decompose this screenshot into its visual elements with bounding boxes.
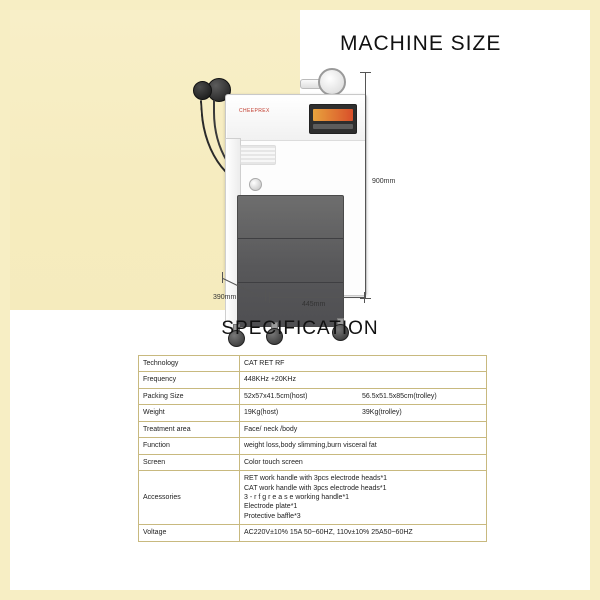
spec-key: Packing Size — [139, 388, 240, 404]
width-dimension-label: 445mm — [302, 301, 326, 308]
page-border-right — [590, 0, 600, 600]
spec-key: Voltage — [139, 525, 240, 541]
page-border-top — [0, 0, 600, 10]
specification-title: SPECIFICATION — [221, 318, 379, 339]
spec-value: CAT RET RF — [240, 356, 487, 372]
table-row — [139, 388, 487, 404]
spec-key: Treatment area — [139, 421, 240, 437]
spec-value-trolley: 56.5x51.5x85cm(trolley) — [362, 392, 437, 400]
specification-table — [138, 355, 487, 542]
table-row — [139, 421, 487, 437]
spec-key: Frequency — [139, 372, 240, 388]
height-dimension-label: 900mm — [372, 178, 396, 185]
spec-value-accessories — [240, 471, 487, 525]
cabinet-vent — [240, 145, 276, 165]
table-row — [139, 525, 487, 541]
accessory-line: RET work handle with 3pcs electrode heads*1 — [244, 475, 388, 483]
table-row — [139, 454, 487, 470]
accessory-line: Electrode plate*1 — [244, 503, 298, 511]
accessory-line: CAT work handle with 3pcs electrode heads*1 — [244, 484, 387, 492]
spec-key: Technology — [139, 356, 240, 372]
spec-value — [240, 405, 487, 421]
specification-table-wrapper — [138, 355, 468, 542]
spec-key: Function — [139, 438, 240, 454]
height-dimension-tick-bottom — [360, 298, 371, 299]
spec-value: 448KHz +20KHz — [240, 372, 487, 388]
accessory-line: Protective baffle*3 — [244, 512, 301, 520]
screen-button-row — [313, 124, 353, 129]
width-dimension-tick-left — [269, 292, 270, 303]
drawer-divider — [238, 238, 343, 239]
page-border-bottom — [0, 590, 600, 600]
spec-key: Accessories — [139, 471, 240, 525]
table-row — [139, 405, 487, 421]
machine-size-title: MACHINE SIZE — [340, 32, 502, 55]
spec-value-host: 19Kg(host) — [244, 409, 279, 417]
width-dimension-tick-right — [364, 292, 365, 303]
accessory-line: 3 - r f g r e a s e working handle*1 — [244, 493, 350, 501]
table-row — [139, 356, 487, 372]
cabinet-control-panel — [227, 96, 365, 141]
depth-dimension-tick-left — [222, 272, 223, 283]
electrode-disc-small — [193, 81, 212, 100]
width-dimension-line — [269, 297, 365, 298]
height-dimension-tick-top — [360, 72, 371, 73]
table-row — [139, 372, 487, 388]
spec-value: Color touch screen — [240, 454, 487, 470]
page-border-left — [0, 0, 10, 600]
table-row — [139, 438, 487, 454]
spec-value: Face/ neck /body — [240, 421, 487, 437]
cabinet-knob — [249, 178, 262, 191]
table-row — [139, 471, 487, 525]
screen-image-area — [313, 109, 353, 121]
spec-key: Screen — [139, 454, 240, 470]
spec-value-host: 52x57x41.5cm(host) — [244, 392, 308, 400]
spec-value: weight loss,body slimming,burn visceral fat — [240, 438, 487, 454]
spec-value-trolley: 39Kg(trolley) — [362, 409, 402, 417]
spec-key: Weight — [139, 405, 240, 421]
color-touch-screen — [309, 104, 357, 134]
height-dimension-line — [365, 72, 366, 298]
machine-size-section — [10, 10, 590, 310]
depth-dimension-tick-right — [265, 290, 266, 301]
applicator-ring — [318, 68, 346, 96]
cabinet-drawer-body — [237, 195, 344, 327]
drawer-divider — [238, 282, 343, 283]
depth-dimension-label: 390mm — [213, 294, 237, 301]
spec-value: AC220V±10% 15A 50~60HZ, 110v±10% 25A50~60HZ — [240, 525, 487, 541]
spec-value — [240, 388, 487, 404]
brand-label: CHEEPREX — [239, 108, 270, 114]
